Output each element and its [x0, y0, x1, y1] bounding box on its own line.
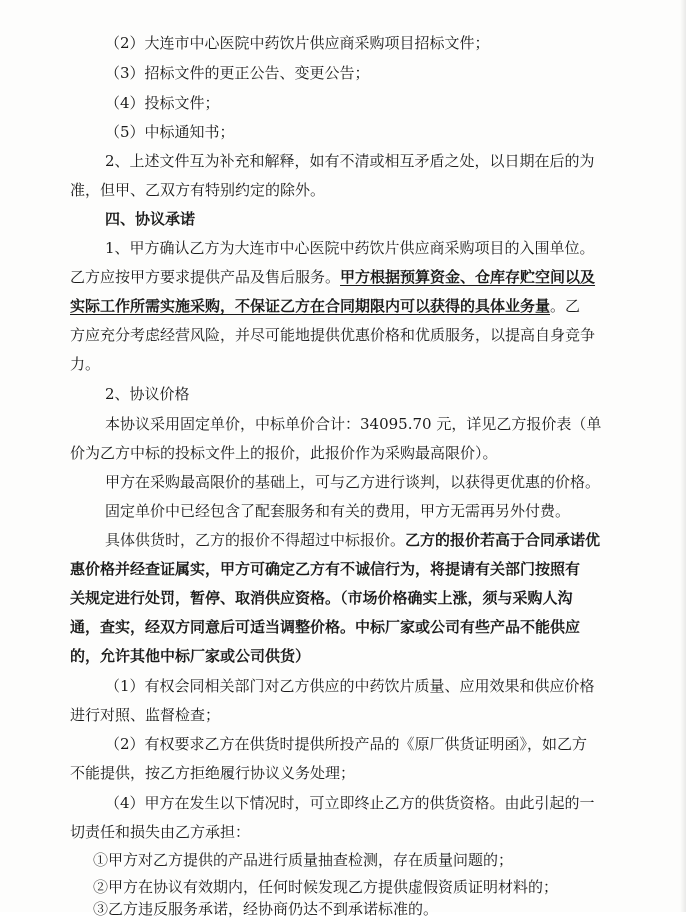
price-text: 具体供货时，乙方的报价不得超过中标报价。 — [105, 531, 406, 549]
price-paragraph-line: 关规定进行处罚，暂停、取消供应资格。（市场价格确实上涨，须与采购人沟 — [70, 589, 573, 607]
list-item-amendments: （3）招标文件的更正公告、变更公告； — [105, 64, 370, 82]
price-paragraph-line: 甲方在采购最高限价的基础上，可与乙方进行谈判，以获得更优惠的价格。 — [105, 473, 601, 491]
page-edge-shadow — [680, 0, 686, 912]
rights-paragraph-line: （2）有权要求乙方在供货时提供所投产品的《原厂供货证明函》，如乙方 — [105, 735, 588, 753]
commit-text: 乙方应按甲方要求提供产品及售后服务。 — [70, 268, 341, 286]
price-paragraph-line: 惠价格并经查证属实，甲方可确定乙方有不诚信行为，将提请有关部门按照有 — [70, 560, 581, 578]
commit-paragraph-line — [70, 267, 595, 287]
price-heading: 2、协议价格 — [105, 385, 190, 403]
commit-paragraph-line: 力。 — [70, 355, 101, 373]
commit-paragraph-line: 方应充分考虑经营风险，并尽可能地提供优惠价格和优质服务，以提高自身竞争 — [70, 326, 596, 344]
price-paragraph-line: 本协议采用固定单价，中标单价合计：34095.70 元，详见乙方报价表（单 — [105, 415, 602, 433]
list-item-tender-docs: （2）大连市中心医院中药饮片供应商采购项目招标文件； — [105, 34, 490, 52]
termination-clause: ②甲方在协议有效期内，任何时候发现乙方提供虚假资质证明材料的； — [93, 878, 559, 896]
order-paragraph-line: 2、上述文件互为补充和解释，如有不清或相互矛盾之处，以日期在后的为 — [105, 152, 595, 170]
rights-paragraph-line: （1）有权会同相关部门对乙方供应的中药饮片质量、应用效果和供应价格 — [105, 677, 595, 695]
price-paragraph-line: 价为乙方中标的投标文件上的报价，此报价作为采购最高限价）。 — [70, 444, 498, 462]
commit-text: 。乙 — [550, 297, 581, 315]
order-paragraph-line: 准，但甲、乙双方有特别约定的除外。 — [70, 181, 326, 199]
price-paragraph-line — [105, 530, 600, 550]
section-heading-commitment: 四、协议承诺 — [105, 210, 196, 228]
price-paragraph-line: 固定单价中已经包含了配套服务和有关的费用，甲方无需再另外付费。 — [105, 502, 571, 520]
list-item-bid-docs: （4）投标文件； — [105, 94, 220, 112]
rights-paragraph-line: 进行对照、监督检查； — [70, 706, 221, 724]
list-item-award-notice: （5）中标通知书； — [105, 123, 235, 141]
termination-clause: ①甲方对乙方提供的产品进行质量抽查检测，存在质量问题的； — [93, 851, 514, 869]
commit-emphasis: 实际工作所需实施采购，不保证乙方在合同期限内可以获得的具体业务量 — [70, 297, 551, 315]
termination-clause: ③乙方违反服务承诺，经协商仍达不到承诺标准的。 — [93, 900, 439, 918]
price-emphasis: 乙方的报价若高于合同承诺优 — [405, 531, 601, 549]
price-paragraph-line: 的，允许其他中标厂家或公司供货） — [70, 647, 311, 665]
rights-paragraph-line: 不能提供，按乙方拒绝履行协议义务处理； — [70, 764, 356, 782]
commit-paragraph-line — [70, 296, 580, 316]
rights-paragraph-line: （4）甲方在发生以下情况时，可立即终止乙方的供货资格。由此引起的一 — [105, 794, 595, 812]
price-paragraph-line: 通，查实，经双方同意后可适当调整价格。中标厂家或公司有些产品不能供应 — [70, 618, 581, 636]
commit-paragraph-line: 1、甲方确认乙方为大连市中心医院中药饮片供应商采购项目的入围单位。 — [105, 239, 595, 257]
commit-emphasis: 甲方根据预算资金、仓库存贮空间以及 — [340, 268, 596, 286]
rights-paragraph-line: 切责任和损失由乙方承担： — [70, 823, 251, 841]
